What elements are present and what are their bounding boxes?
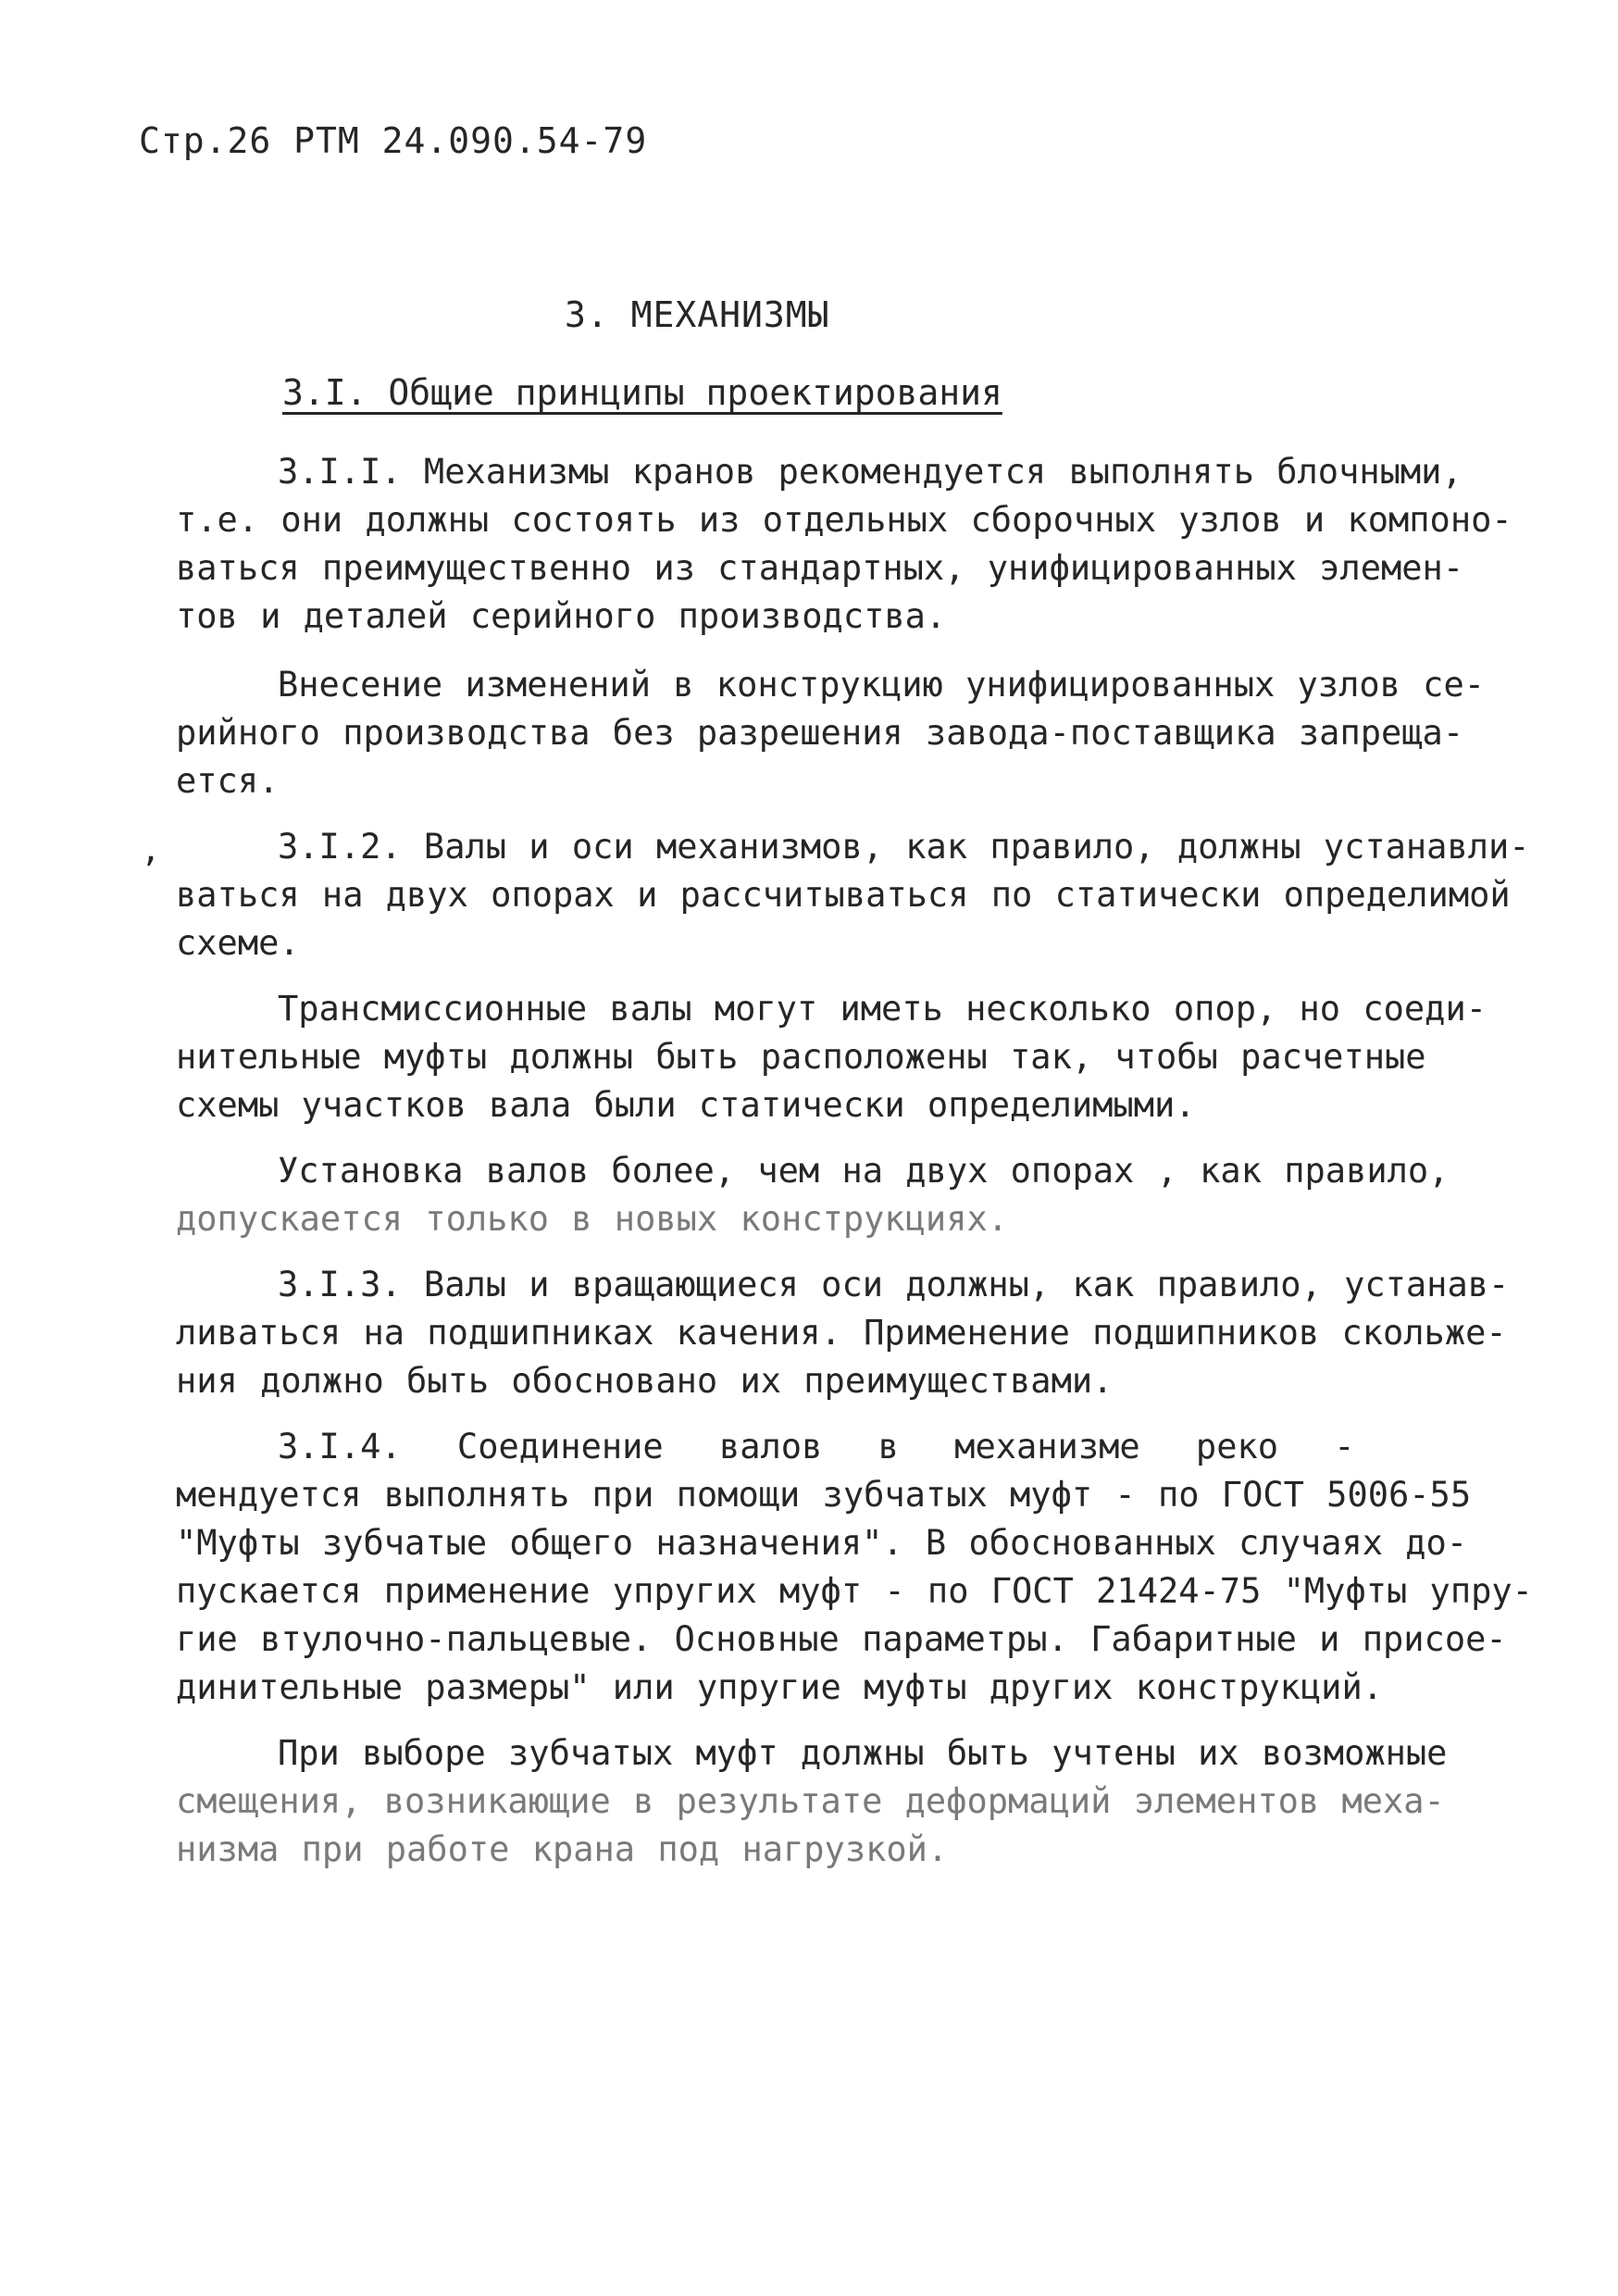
paragraph-line: пускается применение упругих муфт - по ГОСТ 21424-75 "Муфты упру- [176,1571,1533,1611]
paragraph-line: "Муфты зубчатые общего назначения". В обоснованных случаях до- [176,1523,1468,1563]
paragraph-line: динительные размеры" или упругие муфты других конструкций. [176,1667,1384,1707]
paragraph-line: ваться на двух опорах и рассчитываться по статически определимой [176,875,1511,915]
paragraph-line: тов и деталей серийного производства. [176,596,947,636]
subsection-title: 3.I. Общие принципы проектирования [282,372,1002,413]
paragraph-line: схемы участков вала были статически определимыми. [176,1085,1196,1125]
paragraph-line: Внесение изменений в конструкцию унифицированных узлов се- [278,665,1486,705]
paragraph-line: 3.I.2. Валы и оси механизмов, как правило, должны устанавли- [278,827,1530,867]
paragraph-line: 3.I.4. Соединение валов в механизме реко - [278,1427,1355,1466]
paragraph-line: ется. [176,761,280,801]
paragraph-line: гие втулочно-пальцевые. Основные параметры. Габаритные и присое- [176,1619,1507,1659]
paragraph-line: рийного производства без разрешения завода-поставщика запреща- [176,713,1464,753]
paragraph-line: 3.I.I. Механизмы кранов рекомендуется выполнять блочными, [278,452,1462,492]
paragraph-line: схеме. [176,923,300,963]
paragraph-line: допускается только в новых конструкциях. [176,1199,1009,1239]
paragraph-line: мендуется выполнять при помощи зубчатых муфт - по ГОСТ 5006-55 [176,1475,1472,1515]
paragraph-line: Установка валов более, чем на двух опорах , как правило, [278,1151,1450,1191]
paragraph-line: нительные муфты должны быть расположены так, чтобы расчетные [176,1037,1426,1077]
paragraph-line: 3.I.3. Валы и вращающиеся оси должны, как правило, устанав- [278,1265,1510,1304]
paragraph-line: Трансмиссионные валы могут иметь несколько опор, но соеди- [278,989,1487,1029]
paragraph-line: т.е. они должны состоять из отдельных сборочных узлов и компоно- [176,500,1512,540]
paragraph-line: смещения, возникающие в результате деформаций элементов меха- [176,1781,1445,1821]
page-header: Стр.26 РТМ 24.090.54-79 [139,120,648,161]
paragraph-line: низма при работе крана под нагрузкой. [176,1829,949,1869]
paragraph-line: ваться преимущественно из стандартных, унифицированных элемен- [176,548,1464,588]
paragraph-line: При выборе зубчатых муфт должны быть учтены их возможные [278,1733,1448,1773]
section-title: 3. МЕХАНИЗМЫ [565,294,830,335]
margin-mark: , [141,831,161,869]
paragraph-line: ния должно быть обосновано их преимуществами. [176,1361,1114,1401]
paragraph-line: ливаться на подшипниках качения. Применение подшипников скольже- [176,1313,1507,1353]
